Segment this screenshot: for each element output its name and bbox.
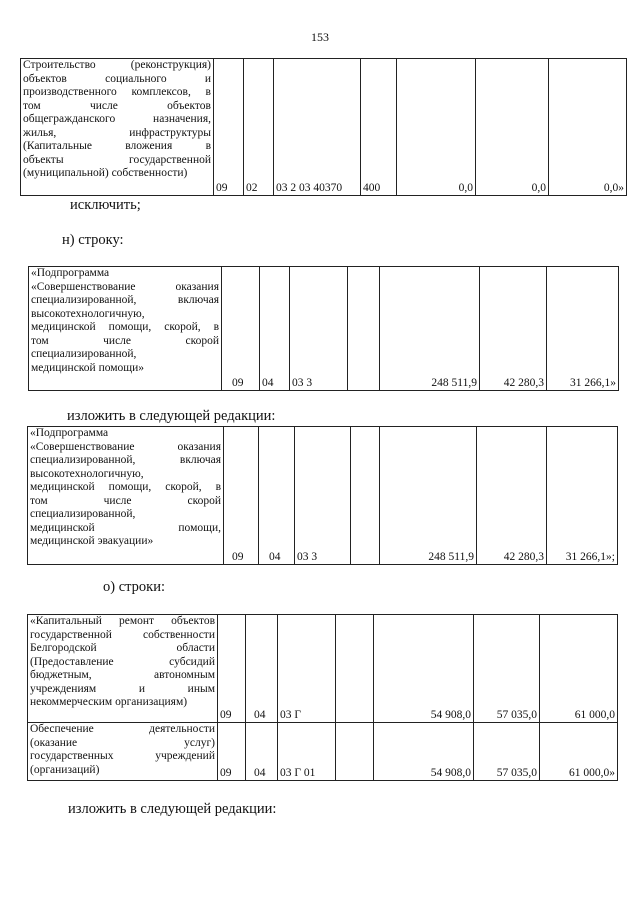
- row-description: «Капитальный ремонт объектов государственной собственности Белгородской области (Предоставление субсидий бюджетным, автономным учреждениям и иным некоммерческим организациям): [28, 615, 218, 723]
- section-code: 09: [222, 267, 260, 391]
- instruction-edit-1: изложить в следующей редакции:: [67, 408, 276, 424]
- amount-year-1: 54 908,0: [374, 723, 474, 781]
- section-code: 09: [214, 59, 244, 196]
- instruction-o: о) строки:: [103, 579, 165, 595]
- amount-year-2: 42 280,3: [477, 427, 547, 565]
- amount-year-2: 57 035,0: [474, 615, 540, 723]
- budget-table-3: [27, 426, 618, 565]
- subsection-code: 02: [244, 59, 274, 196]
- budget-table-4: [27, 614, 618, 781]
- page-number: 153: [311, 30, 329, 44]
- subsection-code: 04: [246, 615, 278, 723]
- target-article-code: 03 Г: [278, 615, 336, 723]
- amount-year-3: 31 266,1»: [547, 267, 619, 391]
- amount-year-3: 61 000,0: [540, 615, 618, 723]
- section-code: 09: [218, 615, 246, 723]
- amount-year-2: 0,0: [476, 59, 549, 196]
- amount-year-2: 57 035,0: [474, 723, 540, 781]
- target-article-code: 03 3: [290, 267, 348, 391]
- target-article-code: 03 2 03 40370: [274, 59, 361, 196]
- table-row: [28, 723, 618, 781]
- expense-type-code: [336, 615, 374, 723]
- subsection-code: 04: [246, 723, 278, 781]
- row-description: «Подпрограмма «Совершенствование оказания специализированной, включая высокотехнологичную, медицинской помощи, скорой, в том числе скорой специализированной, медицинской помощи, медицинской эвакуации»: [28, 427, 224, 565]
- instruction-edit-2: изложить в следующей редакции:: [68, 801, 277, 817]
- expense-type-code: [348, 267, 380, 391]
- instruction-n: н) строку:: [62, 232, 124, 248]
- amount-year-2: 42 280,3: [480, 267, 547, 391]
- row-description: Обеспечение деятельности (оказание услуг) государственных учреждений (организаций): [28, 723, 218, 781]
- expense-type-code: [336, 723, 374, 781]
- target-article-code: 03 3: [295, 427, 351, 565]
- expense-type-code: 400: [361, 59, 397, 196]
- amount-year-1: 0,0: [397, 59, 476, 196]
- amount-year-1: 54 908,0: [374, 615, 474, 723]
- amount-year-3: 0,0»: [549, 59, 627, 196]
- amount-year-1: 248 511,9: [380, 427, 477, 565]
- amount-year-1: 248 511,9: [380, 267, 480, 391]
- budget-table-2: [28, 266, 619, 391]
- row-description: «Подпрограмма «Совершенствование оказания специализированной, включая высокотехнологичную, медицинской помощи, скорой, в том числе скорой специализированной, медицинской помощи»: [29, 267, 222, 391]
- expense-type-code: [351, 427, 380, 565]
- subsection-code: 04: [260, 267, 290, 391]
- instruction-exclude: исключить;: [70, 197, 141, 213]
- amount-year-3: 31 266,1»;: [547, 427, 618, 565]
- amount-year-3: 61 000,0»: [540, 723, 618, 781]
- target-article-code: 03 Г 01: [278, 723, 336, 781]
- budget-table-1: [20, 58, 627, 196]
- section-code: 09: [224, 427, 259, 565]
- subsection-code: 04: [259, 427, 295, 565]
- section-code: 09: [218, 723, 246, 781]
- row-description: Строительство (реконструкция) объектов социального и производственного комплексов, в том числе объектов общегражданского назначения, жилья, инфраструктуры (Капитальные вложения в объекты государственной (муниципальной) собственности): [21, 59, 214, 196]
- table-row: [28, 615, 618, 723]
